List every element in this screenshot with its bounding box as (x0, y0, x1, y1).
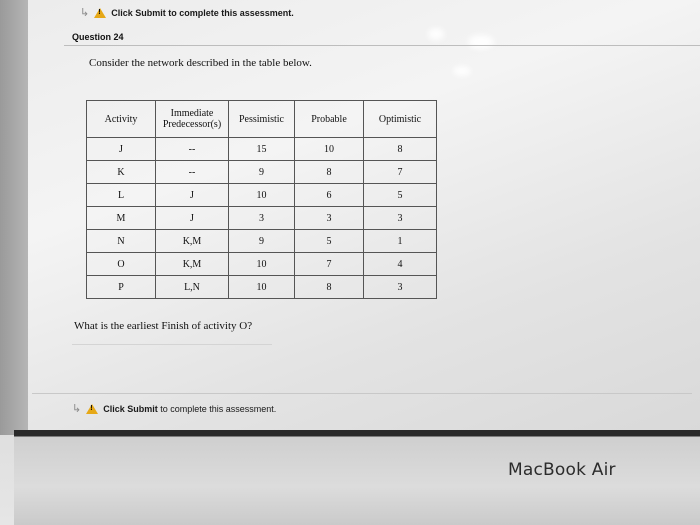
cell-optimistic: 1 (364, 230, 437, 253)
cell-probable: 8 (295, 161, 364, 184)
table-row (87, 138, 437, 161)
cell-predecessors: -- (156, 138, 229, 161)
cell-activity: M (87, 207, 156, 230)
header-probable: Probable (295, 101, 364, 138)
cell-activity: P (87, 276, 156, 299)
table-header-row (87, 101, 437, 138)
return-arrow-icon: ↳ (72, 403, 82, 415)
return-arrow-icon: ↳ (80, 7, 90, 19)
screen (28, 0, 700, 432)
cell-predecessors: J (156, 184, 229, 207)
question-divider (64, 45, 700, 46)
cell-optimistic: 4 (364, 253, 437, 276)
device-brand-label: MacBook Air (508, 460, 616, 480)
header-optimistic: Optimistic (364, 101, 437, 138)
table-row (87, 207, 437, 230)
bottom-submit-banner (72, 402, 276, 415)
cell-pessimistic: 9 (229, 230, 295, 253)
cell-predecessors: -- (156, 161, 229, 184)
cell-activity: N (87, 230, 156, 253)
warning-icon (86, 404, 98, 414)
cell-probable: 5 (295, 230, 364, 253)
table-row (87, 230, 437, 253)
warning-icon (94, 8, 106, 18)
cell-optimistic: 8 (364, 138, 437, 161)
cell-predecessors: L,N (156, 276, 229, 299)
question-prompt: Consider the network described in the table below. (89, 57, 312, 69)
cell-pessimistic: 9 (229, 161, 295, 184)
cell-optimistic: 3 (364, 276, 437, 299)
cell-probable: 7 (295, 253, 364, 276)
table-row (87, 161, 437, 184)
screen-glare (453, 66, 471, 76)
cell-probable: 3 (295, 207, 364, 230)
cell-activity: O (87, 253, 156, 276)
question-text: What is the earliest Finish of activity O? (74, 320, 253, 332)
cell-pessimistic: 10 (229, 184, 295, 207)
answer-field[interactable] (72, 344, 272, 345)
top-submit-banner (80, 6, 294, 19)
cell-pessimistic: 10 (229, 276, 295, 299)
table-row (87, 253, 437, 276)
question-label: Question 24 (72, 32, 124, 42)
header-activity: Activity (87, 101, 156, 138)
banner-text: Click Submit to complete this assessment. (103, 403, 277, 414)
cell-predecessors: K,M (156, 253, 229, 276)
cell-pessimistic: 15 (229, 138, 295, 161)
cell-predecessors: J (156, 207, 229, 230)
cell-probable: 10 (295, 138, 364, 161)
screen-glare (468, 35, 494, 49)
cell-probable: 8 (295, 276, 364, 299)
cell-probable: 6 (295, 184, 364, 207)
cell-activity: J (87, 138, 156, 161)
cell-activity: L (87, 184, 156, 207)
cell-activity: K (87, 161, 156, 184)
screen-glare (428, 28, 444, 40)
table-row (87, 184, 437, 207)
table-row (87, 276, 437, 299)
header-predecessors: Immediate Predecessor(s) (156, 101, 229, 138)
cell-optimistic: 5 (364, 184, 437, 207)
cell-pessimistic: 10 (229, 253, 295, 276)
cell-optimistic: 3 (364, 207, 437, 230)
cell-optimistic: 7 (364, 161, 437, 184)
cell-pessimistic: 3 (229, 207, 295, 230)
banner-text: Click Submit to complete this assessment. (111, 7, 294, 18)
network-table (86, 100, 437, 299)
header-pessimistic: Pessimistic (229, 101, 295, 138)
footer-divider (32, 393, 692, 394)
cell-predecessors: K,M (156, 230, 229, 253)
